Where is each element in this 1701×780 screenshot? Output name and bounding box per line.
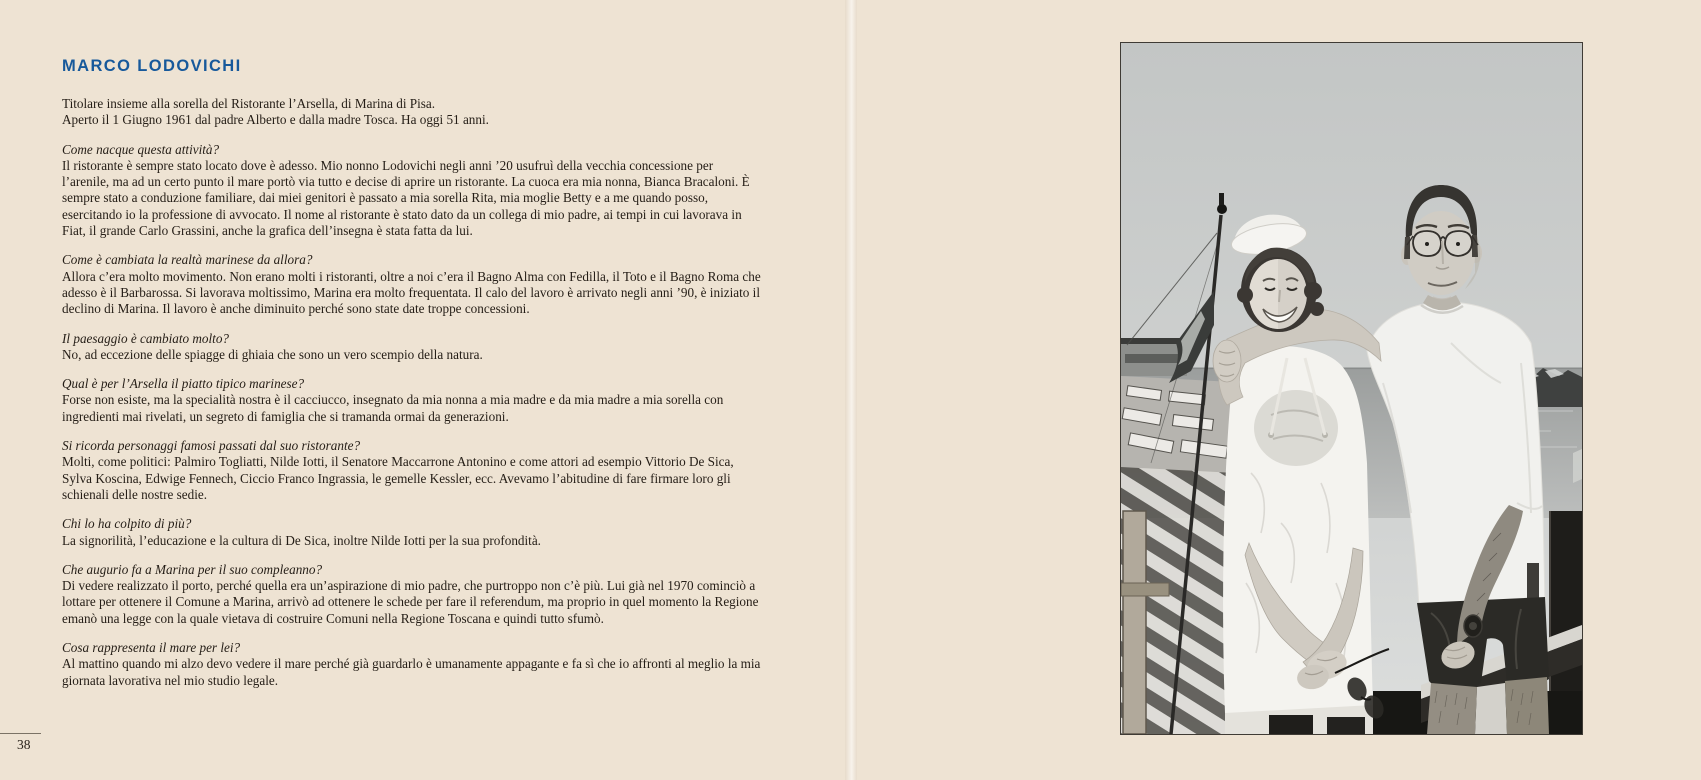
interview-answer: Forse non esiste, ma la specialità nostra è il cacciucco, insegnato da mia nonna a mia madre e da mia madre a mia sorella con ingredienti mai rivelati, un segreto di famiglia che si tramanda ormai da generazioni. — [62, 392, 724, 424]
interview-qa-list — [62, 142, 762, 689]
interview-question: Come è cambiata la realtà marinese da allora? — [62, 252, 313, 268]
interview-answer: Allora c’era molto movimento. Non erano molti i ristoranti, oltre a noi c’era il Bagno Alma con Fedilla, il Toto e il Bagno Roma che adesso è il Barbarossa. Si lavorava moltissimo, Marina era molto frequentata. Il calo del lavoro è arrivato negli anni ’90, è iniziato il declino di Marina. Il lavoro è anche diminuito perché sono state date troppe concessioni. — [62, 268, 761, 317]
interview-answer: No, ad eccezione delle spiagge di ghiaia che sono un vero scempio della natura. — [62, 346, 483, 362]
intro-paragraphs — [62, 96, 762, 129]
page-right — [851, 0, 1701, 780]
interview-question: Cosa rappresenta il mare per lei? — [62, 640, 241, 656]
interview-answer: Il ristorante è sempre stato locato dove è adesso. Mio nonno Lodovichi negli anni ’20 usufruì della vecchia concessione per l’arenile, ma ad un certo punto il mare portò via tutto e decise di aprire un ristorante. La cuoca era mia nonna, Bianca Bracaloni. È sempre stato a conduzione familiare, dai miei genitori è passato a mia sorella Rita, mia moglie Betty e a me quando posso, esercitando io la professione di avvocato. Il nome al ristorante è stato dato da un collega di mio padre, ai tempi in cui lavorava in Fiat, il grande Carlo Grassini, anche la grafica dell’insegna è stata fatta da lui. — [62, 157, 750, 239]
qa-block — [62, 640, 762, 689]
interview-question: Il paesaggio è cambiato molto? — [62, 330, 230, 346]
qa-block — [62, 562, 762, 627]
page-number: 38 — [17, 737, 31, 752]
intro-line: Aperto il 1 Giugno 1961 dal padre Alberto e dalla madre Tosca. Ha oggi 51 anni. — [62, 112, 489, 128]
page-title: MARCO LODOVICHI — [62, 57, 242, 75]
footer-rule — [0, 733, 41, 734]
interview-answer: Molti, come politici: Palmiro Togliatti, Nilde Iotti, il Senatore Maccarrone Antonino e come attori ad esempio Vittorio De Sica, Sylva Koscina, Edwige Fennech, Ciccio Franco Ingrassia, le gemelle Kessler, ecc. Avevamo l’abitudine di fare firmare loro gli schienali delle nostre sedie. — [62, 454, 734, 502]
intro-line: Titolare insieme alla sorella del Ristorante l’Arsella, di Marina di Pisa. — [62, 96, 436, 111]
interview-question: Come nacque questa attività? — [62, 141, 220, 157]
photo-marco-lodovichi — [1121, 43, 1582, 734]
interview-text-block — [62, 57, 762, 689]
interview-answer: Al mattino quando mi alzo devo vedere il mare perché già guardarlo è umanamente appagante e fa sì che io affronti al meglio la mia giornata lavorativa nel mio studio legale. — [62, 656, 761, 688]
interview-answer: La signorilità, l’educazione e la cultura di De Sica, inoltre Nilde Iotti per la sua profondità. — [62, 532, 541, 548]
qa-block — [62, 376, 762, 425]
interview-question: Si ricorda personaggi famosi passati dal suo ristorante? — [62, 438, 361, 454]
interview-question: Chi lo ha colpito di più? — [62, 516, 192, 532]
photo-man-legs — [1417, 597, 1549, 734]
qa-block — [62, 438, 762, 503]
interview-question: Qual è per l’Arsella il piatto tipico marinese? — [62, 376, 305, 392]
photo-frame — [1120, 42, 1583, 735]
qa-block — [62, 142, 762, 240]
qa-block — [62, 252, 762, 317]
interview-answer: Di vedere realizzato il porto, perché quella era un’aspirazione di mio padre, che purtroppo non c’è più. Lui già nel 1970 cominciò a lottare per ottenere il Comune a Marina, arrivò ad ottenere le schede per fare il referendum, ma proprio in quel momento la Regione emanò una legge con la quale vietava di costruire Comuni nella Regione Toscana e quindi tutto sfumò. — [62, 578, 759, 626]
qa-block — [62, 516, 762, 549]
qa-block — [62, 331, 762, 364]
interview-question: Che augurio fa a Marina per il suo compleanno? — [62, 561, 323, 577]
